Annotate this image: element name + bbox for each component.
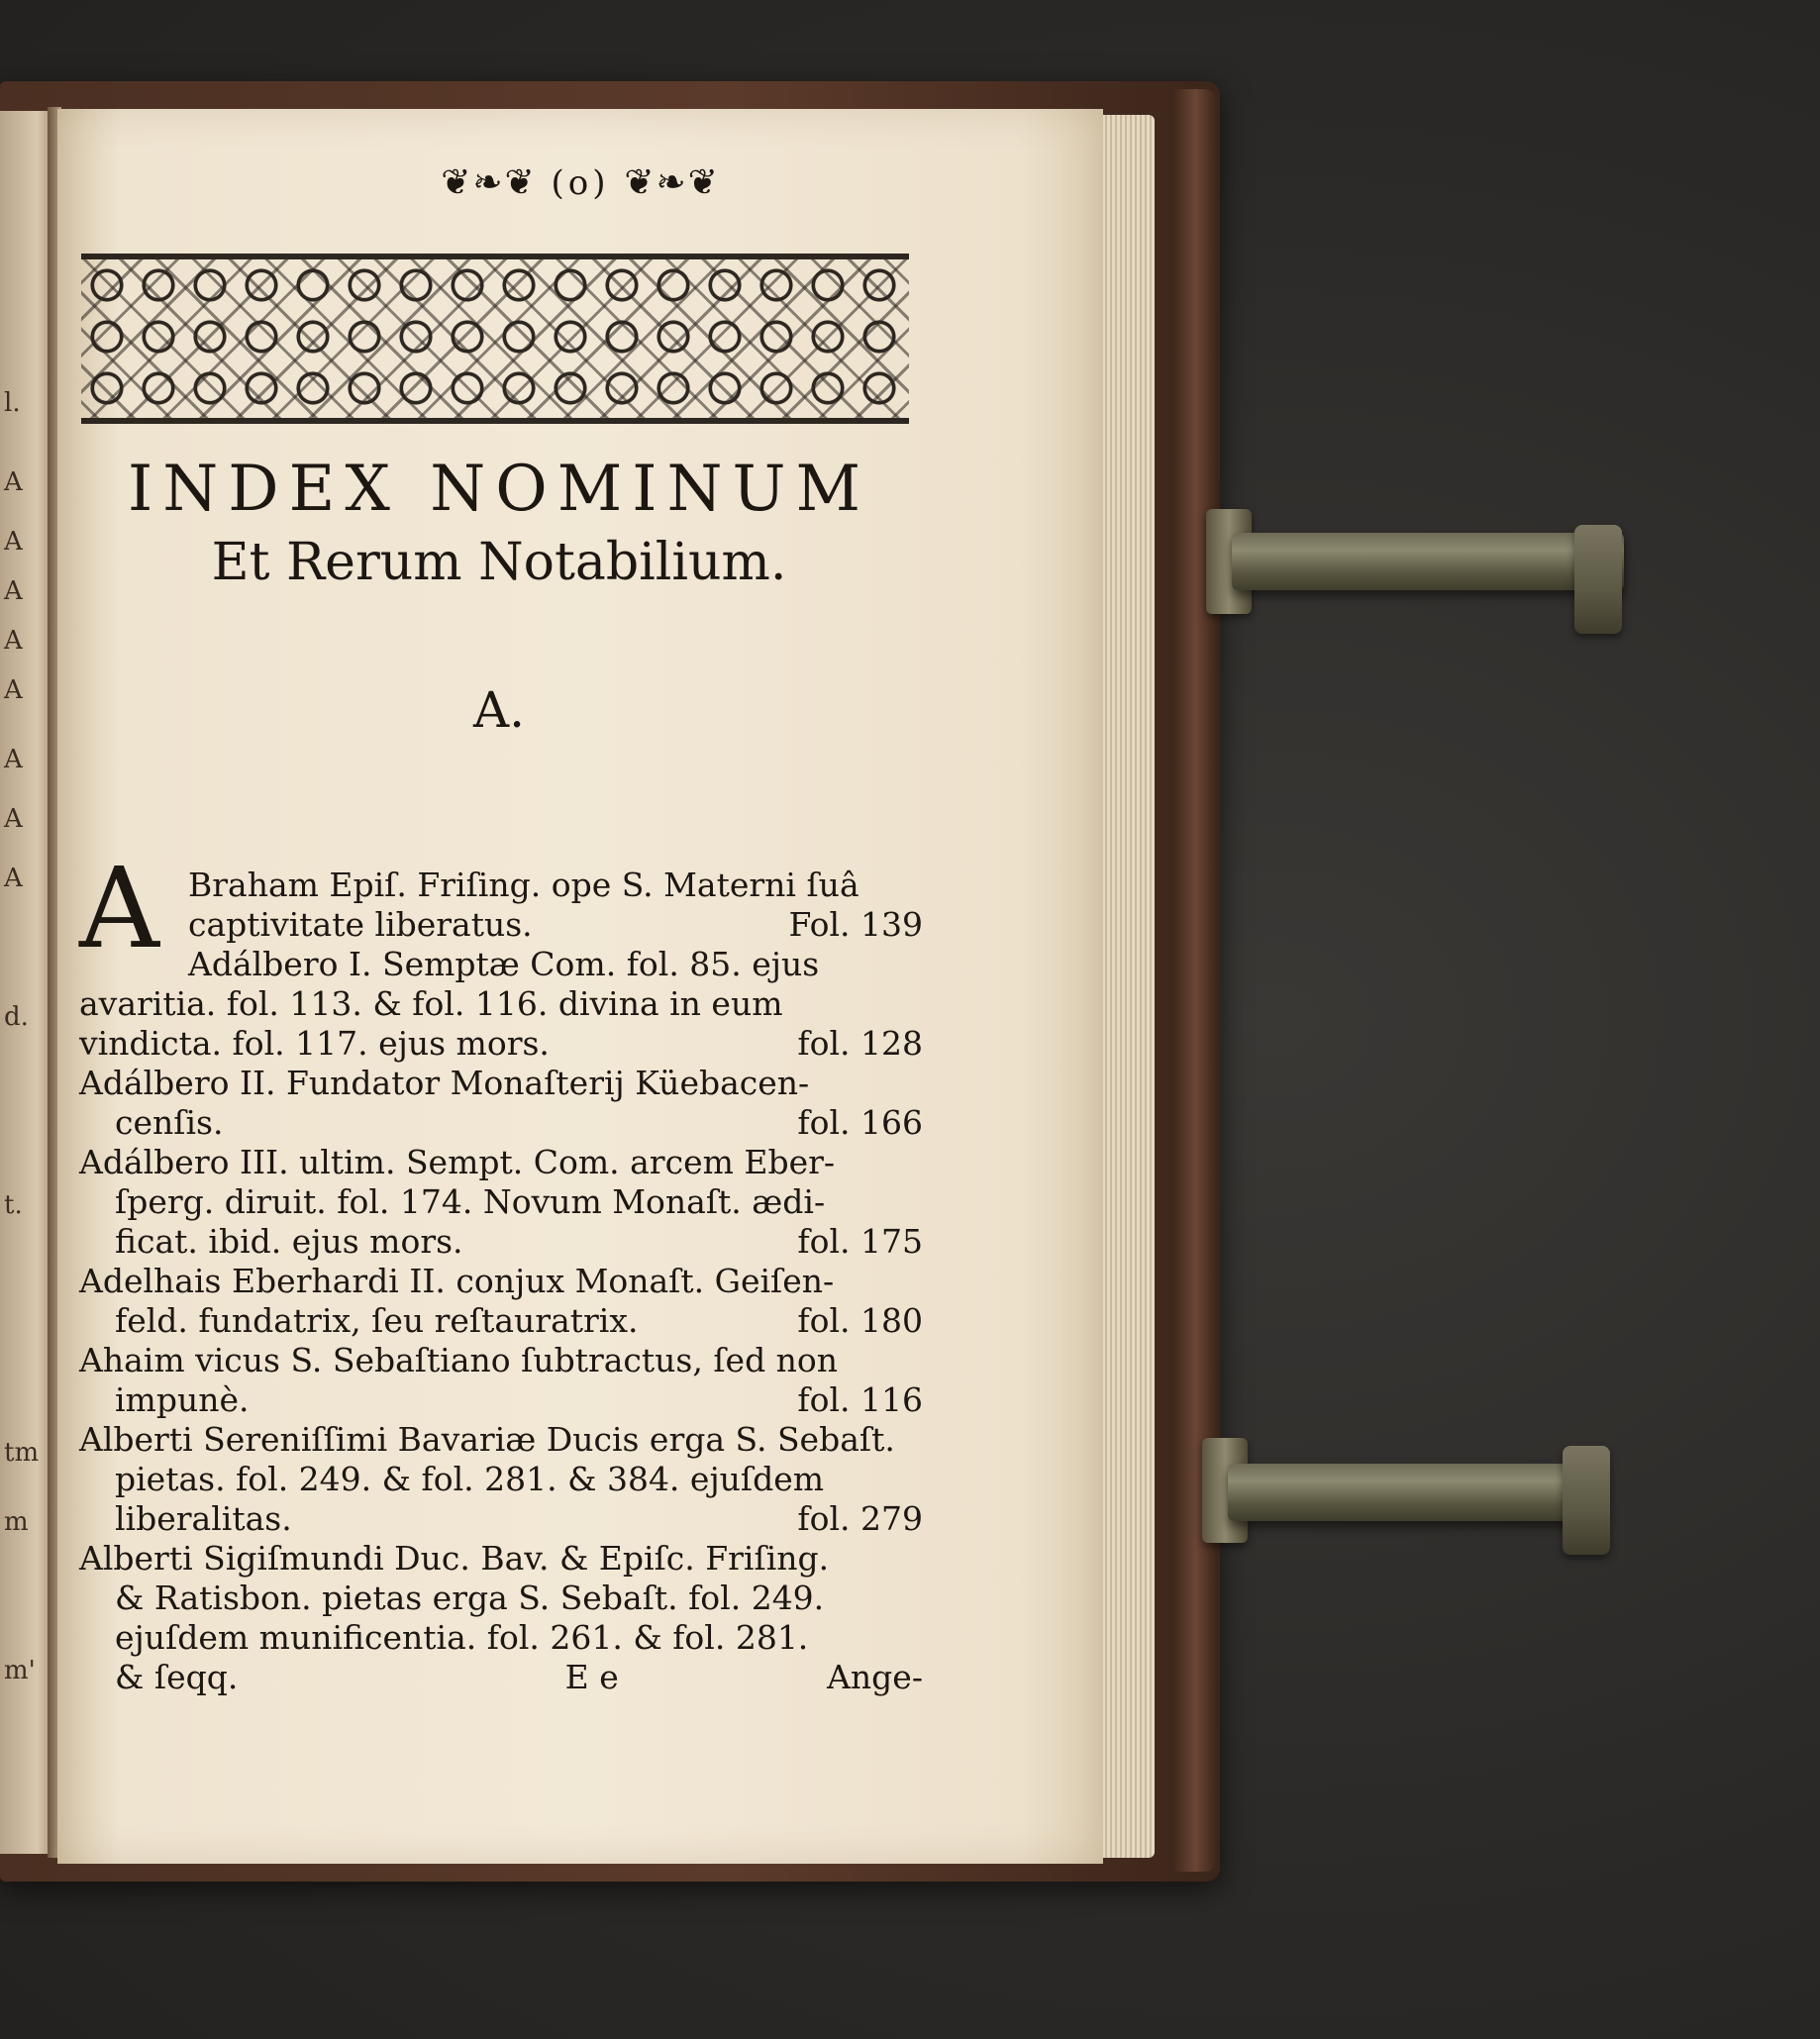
margin-mark: A [4,527,23,557]
last-entry-continuation: & ſeqq. [115,1658,239,1696]
entry-line: avaritia. fol. 113. & fol. 116. divina in eum [79,984,783,1023]
entry-line: & Ratisbon. pietas erga S. Sebaſt. fol. 249. [115,1579,825,1617]
entry-line: vindicta. fol. 117. ejus mors. fol. 128 [79,1024,923,1063]
clasp-strap-bottom [1228,1464,1604,1521]
page-block-edges [1097,115,1155,1858]
entry-line: Adelhais Eberhardi II. conjux Monaſt. Geiſen- [79,1262,835,1300]
index-entries [79,866,923,1697]
page-subtitle: Et Rerum Notabilium. [211,533,787,592]
entry-line: liberalitas. fol. 279 [115,1499,923,1538]
margin-mark: A [4,745,23,774]
index-entry [79,866,923,945]
clasp-end-top [1574,525,1622,634]
index-entry [79,1262,923,1341]
cover-spine-edge [1173,89,1218,1872]
entry-line: Braham Epiſ. Friſing. ope S. Materni ſuâ [188,866,859,904]
margin-mark: A [4,864,23,893]
entry-line: feld. fundatrix, ſeu reſtauratrix. fol. 180 [115,1301,923,1340]
index-entry [79,1539,923,1658]
clasp-end-bottom [1563,1446,1610,1555]
page-number: (o) [551,163,610,203]
entry-line: ſperg. diruit. fol. 174. Novum Monaſt. ædi- [115,1182,826,1221]
entry-line: ficat. ibid. ejus mors. fol. 175 [115,1222,923,1261]
entry-line: Adálbero I. Semptæ Com. fol. 85. ejus [188,945,820,983]
page-footer-line [79,1658,923,1697]
index-entry [79,1341,923,1420]
index-page [57,109,1103,1864]
decorative-border-band [81,254,909,424]
entry-line: Alberti Sereniſſimi Bavariæ Ducis erga S. Sebaſt. [79,1420,895,1459]
index-entry [79,1143,923,1262]
ornament-left-icon: ❦❧❦ [441,162,537,203]
entry-line: Adálbero II. Fundator Monaſterij Küebacen- [79,1064,810,1102]
margin-mark: l. [4,388,21,418]
index-entry [79,945,923,1064]
section-letter: A. [472,681,525,739]
drop-capital: A [79,845,159,973]
entry-line: Alberti Sigiſmundi Duc. Bav. & Epiſc. Friſing. [79,1539,830,1578]
signature-mark: E e [564,1658,619,1696]
ornament-right-icon: ❦❧❦ [624,162,720,203]
margin-mark: A [4,804,23,834]
index-entry [79,1420,923,1539]
index-entry [79,1064,923,1143]
catchword: Ange- [827,1658,923,1696]
margin-mark: A [4,576,23,606]
running-head [57,162,1103,203]
entry-line: Ahaim vicus S. Sebaſtiano ſubtractus, ſed non [79,1341,839,1379]
margin-mark: A [4,675,23,705]
entry-line: ejuſdem munificentia. fol. 261. & fol. 281. [115,1618,809,1657]
entry-line: Adálbero III. ultim. Sempt. Com. arcem Eber- [79,1143,836,1181]
facing-page-sliver [0,111,53,1854]
page-title: INDEX NOMINUM [128,453,870,526]
margin-mark: A [4,467,23,497]
margin-mark: d. [4,1002,29,1032]
margin-mark: A [4,626,23,656]
margin-mark: m [4,1507,29,1537]
margin-mark: tm [4,1438,40,1468]
entry-line: pietas. fol. 249. & fol. 281. & 384. ejuſdem [115,1460,825,1498]
clasp-strap-top [1232,533,1624,590]
margin-mark: t. [4,1190,23,1220]
entry-line: impunè. fol. 116 [115,1380,923,1419]
margin-mark: m' [4,1656,36,1685]
entry-line: captivitate liberatus. Fol. 139 [188,905,923,944]
entry-line: cenſis. fol. 166 [115,1103,923,1142]
